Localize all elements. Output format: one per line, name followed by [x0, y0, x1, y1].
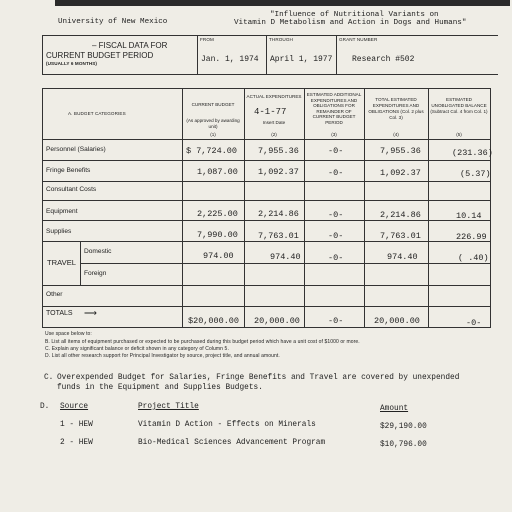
col4-number: (4) [393, 132, 399, 137]
total-supplies: 7,763.01 [380, 231, 421, 241]
col2-subheader: Insert Date [262, 120, 286, 125]
note-d: D. List all other research support for Principal Investigator by source, project title, and annual amount. [45, 353, 280, 359]
project-title-line2: Vitamin D Metabolism and Action in Dogs and Humans" [234, 19, 467, 27]
category-travel-foreign: Foreign [84, 270, 107, 277]
through-label: THROUGH [269, 37, 293, 42]
total-equipment: 2,214.86 [380, 210, 421, 220]
support-title-2: Bio-Medical Sciences Advancement Program [138, 439, 326, 447]
balance-personnel: (231.36) [452, 148, 493, 158]
additional-total: -0- [328, 316, 344, 326]
col1-subheader: (As approved by awarding unit) [186, 118, 240, 129]
section-c-line1: Overexpended Budget for Salaries, Fringe Benefits and Travel are covered by unexpended [57, 374, 460, 382]
category-supplies: Supplies [46, 228, 72, 235]
total-fringe: 1,092.37 [380, 168, 421, 178]
additional-supplies: -0- [328, 231, 344, 241]
from-date: Jan. 1, 1974 [201, 55, 259, 64]
rule [42, 220, 491, 221]
additional-personnel: -0- [328, 146, 344, 156]
current-budget-personnel: $ 7,724.00 [186, 146, 238, 156]
rule [42, 88, 491, 89]
balance-supplies: 226.99 [456, 232, 487, 242]
category-fringe: Fringe Benefits [46, 167, 91, 174]
category-equipment: Equipment [46, 208, 78, 215]
period-note: (USUALLY 6 MONTHS) [46, 61, 98, 66]
rule [490, 88, 491, 328]
actual-domestic: 974.40 [270, 252, 301, 262]
actual-personnel: 7,955.36 [258, 146, 299, 156]
additional-domestic: -0- [328, 253, 344, 263]
section-c-line2: funds in the Equipment and Supplies Budgets. [57, 384, 263, 392]
total-domestic: 974.40 [387, 252, 418, 262]
rule [336, 35, 337, 75]
rule [42, 160, 491, 161]
amount-header: Amount [380, 405, 409, 413]
actual-supplies: 7,763.01 [258, 231, 299, 241]
support-title-1: Vitamin D Action - Effects on Minerals [138, 421, 316, 429]
rule [80, 263, 491, 264]
actual-fringe: 1,092.37 [258, 167, 299, 177]
section-c-label: C. [44, 374, 54, 382]
travel-label: TRAVEL [47, 258, 76, 267]
top-border-strip [55, 0, 510, 6]
support-source-1: 1 - HEW [60, 421, 93, 429]
grant-label: GRANT NUMBER [339, 37, 378, 42]
col4-header: TOTAL ESTIMATED EXPENDITURES AND OBLIGATIONS (Col. 2 plus Col. 3) [368, 97, 424, 120]
rule [244, 88, 245, 328]
category-travel-domestic: Domestic [84, 248, 112, 255]
category-other: Other [46, 291, 63, 298]
project-title-line1: "Influence of Nutritional Variants on [270, 11, 439, 19]
total-total: 20,000.00 [374, 316, 420, 326]
col5-header: ESTIMATED UNOBLIGATED BALANCE (Subtract Col. 4 from Col. 1) [430, 97, 488, 114]
university-name: University of New Mexico [58, 18, 168, 26]
arrow-right-icon: ⟶ [84, 308, 97, 318]
col2-handwritten-date: 4-1-77 [254, 107, 287, 117]
section-d-label: D. [40, 403, 50, 411]
rule [364, 88, 365, 328]
col5-number: (5) [456, 132, 462, 137]
additional-equipment: -0- [328, 210, 344, 220]
support-amount-1: $29,190.00 [380, 423, 427, 431]
additional-fringe: -0- [328, 168, 344, 178]
rule [428, 88, 429, 328]
rule [182, 88, 183, 328]
period-title-line1: – FISCAL DATA FOR [92, 41, 168, 50]
support-source-2: 2 - HEW [60, 439, 93, 447]
grant-number: Research #502 [352, 55, 415, 64]
col2-header: ACTUAL EXPENDITURES [246, 94, 302, 99]
rule [42, 181, 491, 182]
source-header: Source [60, 403, 89, 411]
rule [42, 241, 491, 242]
total-personnel: 7,955.36 [380, 146, 421, 156]
rule [42, 35, 43, 75]
current-budget-domestic: 974.00 [203, 251, 234, 261]
category-personnel: Personnel (Salaries) [46, 146, 106, 153]
col3-header: ESTIMATED ADDITIONAL EXPENDITURES AND OBLIGATIONS FOR REMAINDER OF CURRENT BUDGET PERIOD [306, 92, 362, 125]
notes-intro: Use space below to: [45, 331, 92, 337]
rule [42, 306, 491, 307]
current-budget-supplies: 7,990.00 [197, 230, 238, 240]
rule [42, 285, 491, 286]
col1-header: CURRENT BUDGET [191, 102, 235, 107]
note-b: B. List all items of equipment purchased or expected to be purchased during this budget period which have a unit cost of $1000 or more. [45, 339, 360, 345]
rule [42, 139, 491, 140]
support-amount-2: $10,796.00 [380, 441, 427, 449]
rule [42, 35, 498, 36]
actual-equipment: 2,214.86 [258, 209, 299, 219]
col1-number: (1) [210, 132, 216, 137]
rule [42, 200, 491, 201]
rule [42, 88, 43, 328]
actual-total: 20,000.00 [254, 316, 300, 326]
rule [42, 327, 491, 328]
category-totals: TOTALS [46, 310, 73, 317]
project-title-header: Project Title [138, 403, 199, 411]
balance-fringe: (5.37) [460, 169, 491, 179]
balance-equipment: 10.14 [456, 211, 482, 221]
current-budget-fringe: 1,087.00 [197, 167, 238, 177]
budget-categories-header: A. BUDGET CATEGORIES [68, 111, 126, 116]
through-date: April 1, 1977 [270, 55, 333, 64]
rule [197, 35, 198, 75]
current-budget-equipment: 2,225.00 [197, 209, 238, 219]
period-title-line2: CURRENT BUDGET PERIOD [46, 51, 154, 60]
rule [304, 88, 305, 328]
category-consultant: Consultant Costs [46, 186, 97, 193]
rule [42, 74, 498, 75]
rule [266, 35, 267, 75]
col3-number: (3) [331, 132, 337, 137]
current-budget-total: $20,000.00 [188, 316, 240, 326]
balance-domestic: ( .40) [458, 253, 489, 263]
col2-number: (2) [271, 132, 277, 137]
from-label: FROM [200, 37, 214, 42]
note-c: C. Explain any significant balance or deficit shown in any category of Column 5. [45, 346, 229, 352]
balance-total: -0- [466, 318, 482, 328]
